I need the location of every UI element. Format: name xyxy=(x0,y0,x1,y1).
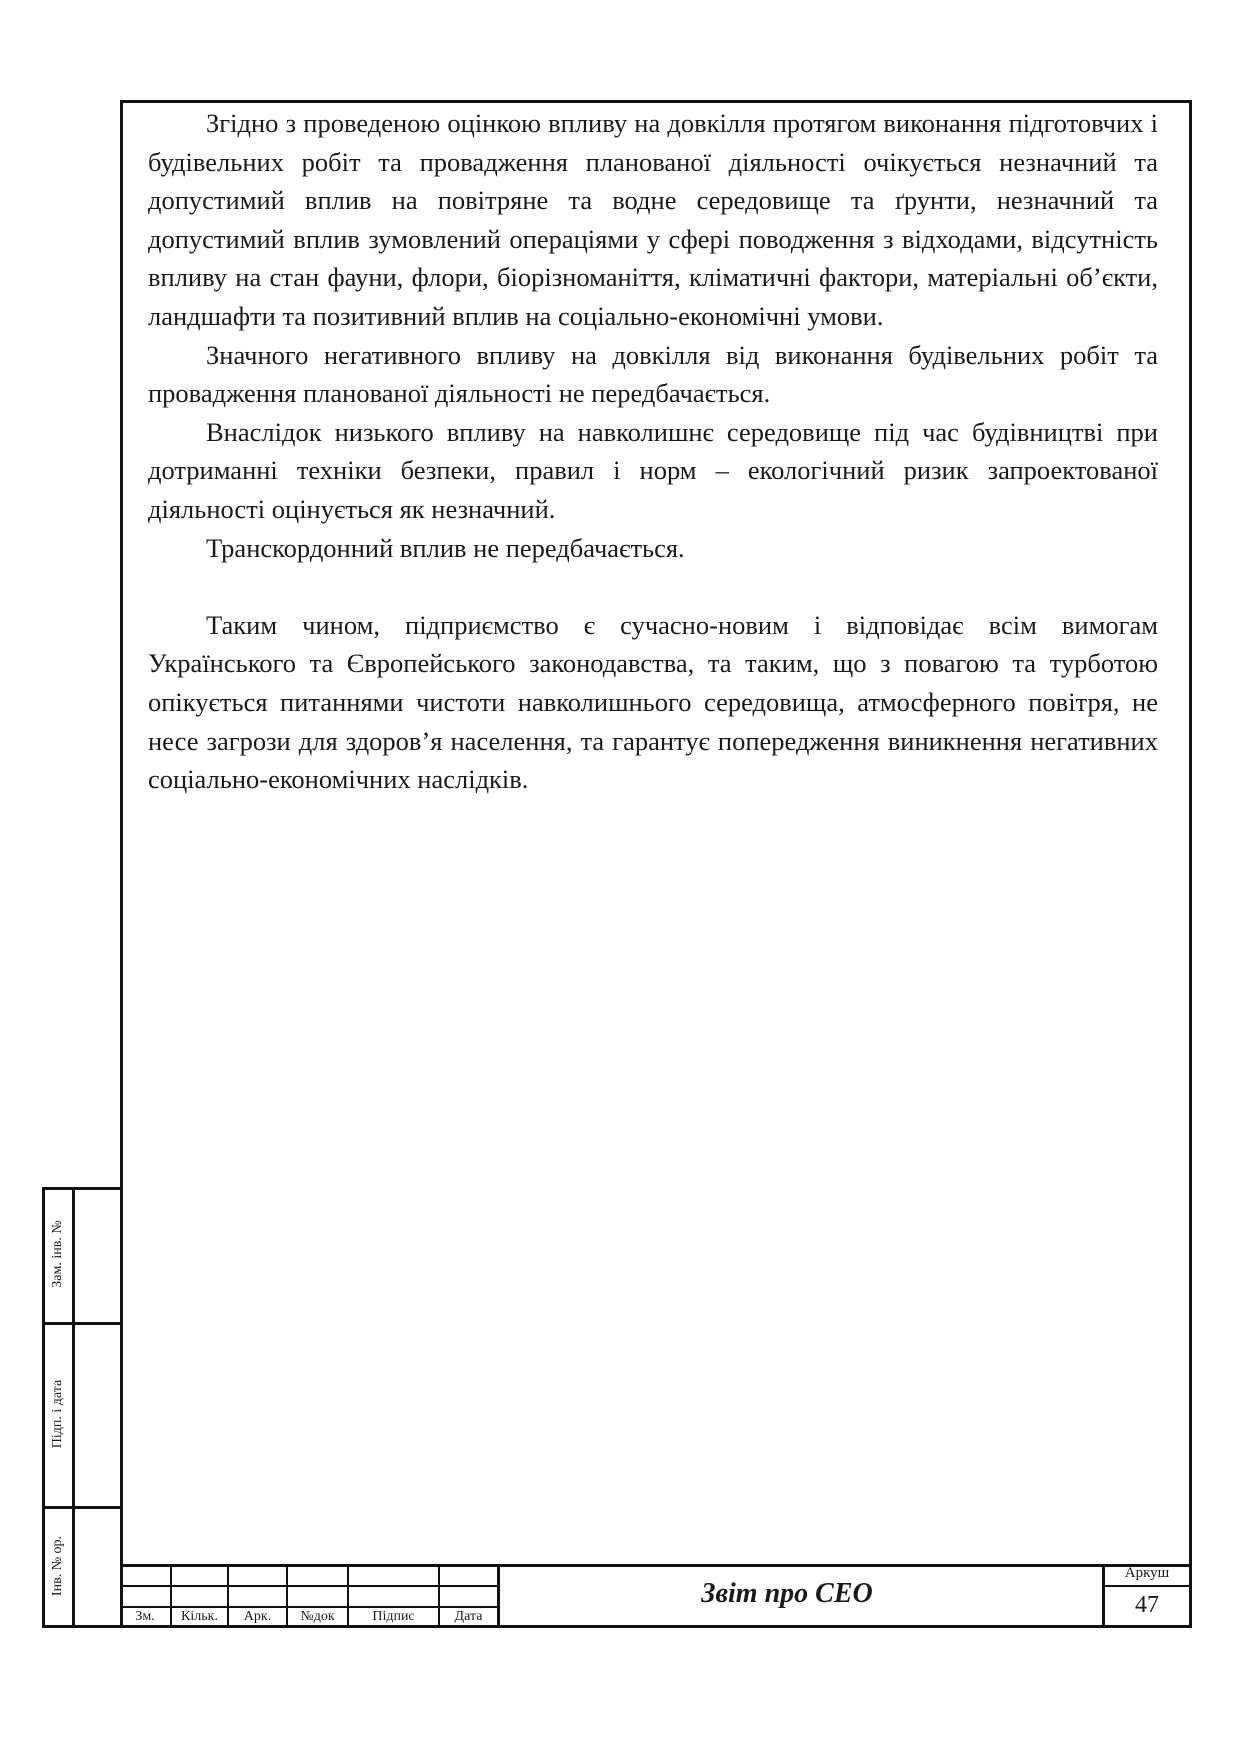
paragraph: Значного негативного впливу на довкілля від виконання будівельних робіт та провадження планованої діяльності не передбачається. xyxy=(148,339,1158,409)
col-data: Дата xyxy=(454,1609,483,1624)
col-kilk: Кільк. xyxy=(181,1609,218,1624)
col-pidpys: Підпис xyxy=(372,1609,415,1624)
side-stamp-divider xyxy=(72,1187,75,1628)
title-block xyxy=(120,1564,1192,1628)
sheet-cell-divider xyxy=(1102,1585,1192,1587)
sheet-label: Аркуш xyxy=(1124,1565,1170,1581)
grid-row-line xyxy=(120,1585,498,1587)
side-stamp-separator xyxy=(42,1506,123,1509)
paragraph: Згідно з проведеною оцінкою впливу на довкілля протягом виконання підготовчих і будівельних робіт та провадження планованої діяльності очікується незначний та допустимий вплив на повітряне та водне середовище та ґрунти, незначний та допустимий вплив зумовлений операціями у сфері поводження з відходами, відсутність впливу на стан фауни, флори, біорізноманіття, кліматичні фактори, матеріальні об’єкти, ландшафти та позитивний вплив на соціально-економічні умови. xyxy=(148,108,1158,331)
grid-col-line xyxy=(497,1564,500,1628)
paragraph: Внаслідок низького впливу на навколишнє середовище під час будівництві при дотриманні техніки безпеки, правил і норм – екологічний ризик запроектованої діяльності оцінується як незначний. xyxy=(148,416,1158,524)
zam-inv-label: Зам. інв. № xyxy=(50,1220,65,1288)
document-title: Звіт про СЕО xyxy=(701,1578,873,1609)
pidp-data-label: Підп. і дата xyxy=(50,1379,65,1449)
grid-row-line xyxy=(120,1606,498,1608)
col-ndok: №док xyxy=(300,1609,335,1624)
col-ark: Арк. xyxy=(243,1609,272,1624)
conclusion-paragraph: Таким чином, підприємство є сучасно-новим і відповідає всім вимогам Українського та Європейського законодавства, та таким, що з повагою та турботою опікується питаннями чистоти навколишнього середовища, атмосферного повітря, не несе загрози для здоров’я населення, та гарантує попередження виникнення негативних соціально-економічних наслідків. xyxy=(148,609,1158,795)
inv-orig-label: Інв. № ор. xyxy=(50,1535,65,1597)
document-body xyxy=(148,104,1158,799)
paragraph: Транскордонний вплив не передбачається. xyxy=(206,532,685,563)
title-block-top-border xyxy=(120,1564,1192,1567)
sheet-number: 47 xyxy=(1135,1592,1159,1618)
side-stamp-separator xyxy=(42,1322,123,1325)
col-zm: Зм. xyxy=(135,1609,155,1624)
